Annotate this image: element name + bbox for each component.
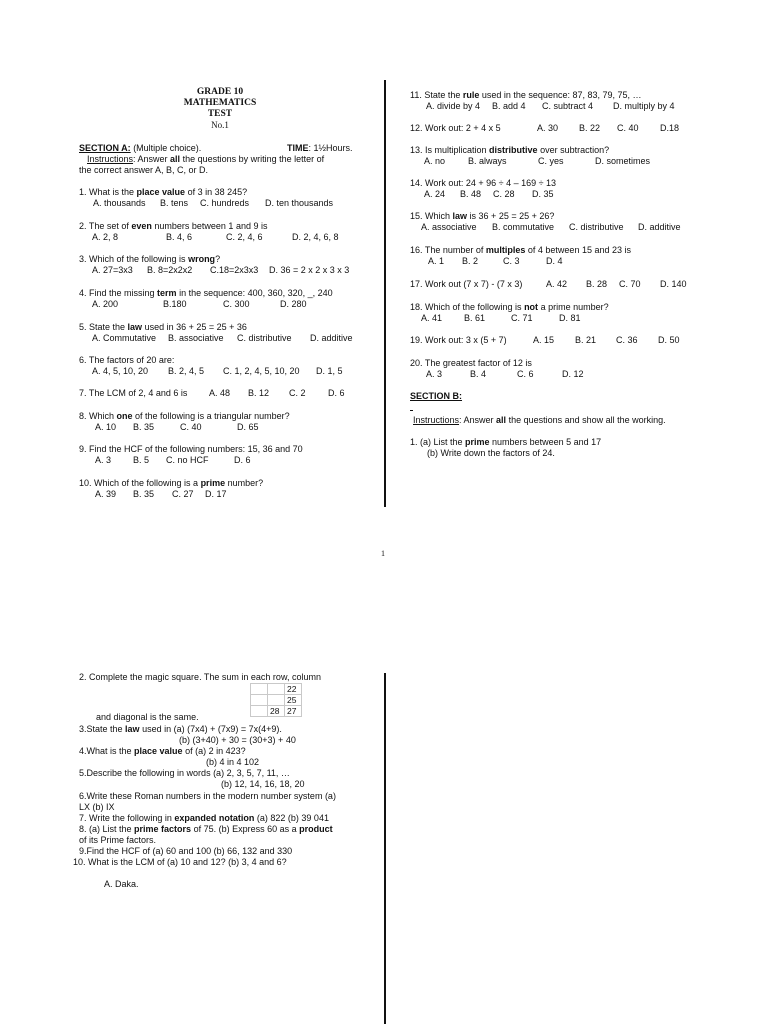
section-a-instructions-cont: the correct answer A, B, C, or D. [79, 165, 209, 175]
question-2: 2. The set of even numbers between 1 and 9 is [79, 221, 268, 231]
question-13: 13. Is multiplication distributive over subtraction? [410, 145, 610, 155]
question-1: 1. What is the place value of 3 in 38 245? [79, 187, 248, 197]
page-number: 1 [381, 549, 385, 558]
section-b-question-1a: 1. (a) List the prime numbers between 5 and 17 [410, 437, 602, 447]
question-6: 6. The factors of 20 are: [79, 355, 175, 365]
p2-question-2-cont: and diagonal is the same. [96, 712, 199, 722]
p2-question-7: 7. Write the following in expanded notation (a) 822 (b) 39 041 [79, 813, 329, 823]
header-subject: MATHEMATICS [183, 98, 257, 108]
column-divider-page2 [384, 673, 386, 1024]
question-20: 20. The greatest factor of 12 is [410, 358, 532, 368]
p2-question-2: 2. Complete the magic square. The sum in each row, column [79, 672, 321, 682]
magic-cell [251, 706, 268, 717]
section-b-question-1b: (b) Write down the factors of 24. [427, 448, 555, 458]
magic-cell: 22 [285, 684, 302, 695]
header-test: TEST [207, 109, 233, 119]
header-number: No.1 [211, 120, 229, 130]
section-b-mark [410, 410, 413, 411]
p2-question-8a: 8. (a) List the prime factors of 75. (b) Express 60 as a product [79, 824, 333, 834]
p2-question-6a: 6.Write these Roman numbers in the modern number system (a) [79, 791, 336, 801]
magic-cell: 25 [285, 695, 302, 706]
magic-cell [268, 695, 285, 706]
magic-cell [268, 684, 285, 695]
question-3: 3. Which of the following is wrong? [79, 254, 221, 264]
magic-square [250, 683, 302, 717]
p2-question-8b: of its Prime factors. [79, 835, 157, 845]
author-name: A. Daka. [104, 879, 139, 889]
column-divider [384, 80, 386, 507]
p2-question-4a: 4.What is the place value of (a) 2 in 423? [79, 746, 246, 756]
p2-question-5a: 5.Describe the following in words (a) 2, 3, 5, 7, 11, … [79, 768, 290, 778]
p2-question-9: 9.Find the HCF of (a) 60 and 100 (b) 66, 132 and 330 [79, 846, 293, 856]
question-16: 16. The number of multiples of 4 between 15 and 23 is [410, 245, 631, 255]
p2-question-4b: (b) 4 in 4 102 [206, 757, 260, 767]
p2-question-10: 10. What is the LCM of (a) 10 and 12? (b) 3, 4 and 6? [73, 857, 287, 867]
section-b-instructions: Instructions: Answer all the questions and show all the working. [413, 415, 666, 425]
question-8: 8. Which one of the following is a triangular number? [79, 411, 290, 421]
question-4: 4. Find the missing term in the sequence: 400, 360, 320, _, 240 [79, 288, 333, 298]
time-allowed: TIME: 1½Hours. [287, 143, 353, 153]
question-14: 14. Work out: 24 + 96 ÷ 4 – 169 ÷ 13 [410, 178, 557, 188]
magic-cell: 27 [285, 706, 302, 717]
section-a-heading: SECTION A: (Multiple choice). [79, 143, 202, 153]
question-9: 9. Find the HCF of the following numbers: 15, 36 and 70 [79, 444, 303, 454]
question-15: 15. Which law is 36 + 25 = 25 + 26? [410, 211, 555, 221]
magic-cell [251, 695, 268, 706]
question-18: 18. Which of the following is not a prime number? [410, 302, 609, 312]
question-5: 5. State the law used in 36 + 25 = 25 + 36 [79, 322, 247, 332]
section-a-instructions: Instructions: Answer all the questions by writing the letter of [87, 154, 325, 164]
p2-question-6b: LX (b) IX [79, 802, 115, 812]
question-10: 10. Which of the following is a prime number? [79, 478, 264, 488]
header-grade: GRADE 10 [196, 87, 244, 97]
magic-cell [251, 684, 268, 695]
section-b-heading: SECTION B: [410, 391, 463, 401]
magic-cell: 28 [268, 706, 285, 717]
p2-question-3a: 3.State the law used in (a) (7x4) + (7x9) = 7x(4+9). [79, 724, 282, 734]
p2-question-5b: (b) 12, 14, 16, 18, 20 [221, 779, 305, 789]
question-11: 11. State the rule used in the sequence: 87, 83, 79, 75, … [410, 90, 642, 100]
p2-question-3b: (b) (3+40) + 30 = (30+3) + 40 [179, 735, 296, 745]
